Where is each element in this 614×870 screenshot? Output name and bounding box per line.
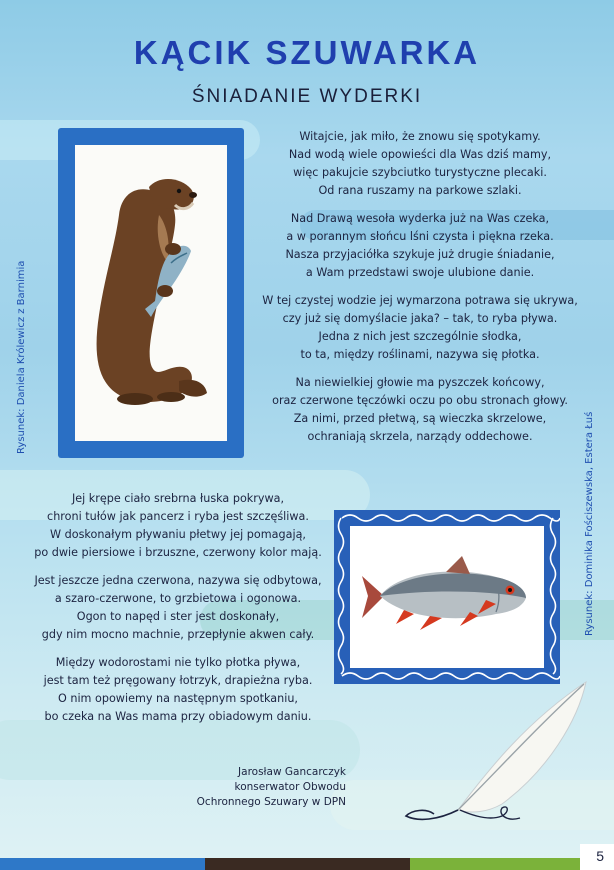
otter-illustration [75,145,225,441]
poem-line: Jedna z nich jest szczególnie słodka, [318,330,522,343]
poem-line: W doskonałym pływaniu płetwy jej pomagają, [50,528,306,541]
fish-picture [350,526,544,668]
page-number: 5 [596,848,604,864]
poem-line: ochraniają skrzela, narządy oddechowe. [307,430,533,443]
otter-illustration-credit: Rysunek: Daniela Królewicz z Barnimia [16,260,27,454]
poem-line: Za nimi, przed płetwą, są wieczka skrzelowe, [293,412,547,425]
roach-fish-illustration [350,526,544,668]
stanza [28,490,328,562]
bar-segment-dark [205,858,410,870]
bottom-color-bar [0,858,614,870]
page-title: KĄCIK SZUWARKA [133,34,481,71]
poem-line: W tej czystej wodzie jej wymarzona potrawa się ukrywa, [262,294,578,307]
stanza [252,374,588,446]
stanza [252,210,588,282]
poem-line: a w porannym słońcu lśni czysta i piękna rzeka. [286,230,554,243]
poem-line: Na niewielkiej głowie ma pyszczek końcowy, [295,376,545,389]
stanza [28,572,328,644]
poem-line: więc pakujcie szybciutko turystyczne plecaki. [293,166,547,179]
poem-top [252,128,588,456]
poem-bottom [28,490,328,736]
bar-segment-blue [0,858,205,870]
author-block [197,765,346,810]
stanza [252,128,588,200]
poem-line: jest tam też pręgowany łotrzyk, drapieżna ryba. [43,674,313,687]
stanza [252,292,588,364]
feather-decoration [398,670,598,840]
poem-line: Od rana ruszamy na parkowe szlaki. [318,184,522,197]
poem-line: O nim opowiemy na następnym spotkaniu, [58,692,298,705]
poem-line: a szaro-czerwone, to grzbietowa i ogonowa. [54,592,302,605]
poem-line: Witajcie, jak miło, że znowu się spotykamy. [299,130,541,143]
poem-line: Między wodorostami nie tylko płotka pływa, [55,656,301,669]
poem-line: Jest jeszcze jedna czerwona, nazywa się odbytowa, [34,574,322,587]
poem-line: bo czeka na Was mama przy obiadowym daniu. [44,710,312,723]
stanza [28,654,328,726]
otter-frame [58,128,244,458]
author-role: konserwator Obwodu [234,781,346,793]
poem-line: Nad Drawą wesoła wyderka już na Was czeka, [290,212,550,225]
poem-line: a Wam przedstawi swoje ulubione danie. [305,266,535,279]
poem-line: po dwie piersiowe i brzuszne, czerwony kolor mają. [34,546,322,559]
poem-line: gdy nim mocno machnie, przepłynie akwen cały. [41,628,315,641]
fish-frame [334,510,560,684]
poem-line: Nad wodą wiele opowieści dla Was dziś mamy, [288,148,552,161]
fish-illustration-credit: Rysunek: Dominika Fościszewska, Estera Łuś [584,411,595,636]
poem-line: oraz czerwone tęczówki oczu po obu stronach głowy. [272,394,568,407]
poem-line: Ogon to napęd i ster jest doskonały, [76,610,280,623]
author-name: Jarosław Gancarczyk [238,766,346,778]
poem-line: to ta, między roślinami, nazywa się płotka. [300,348,540,361]
otter-picture [72,142,230,444]
poem-line: czy już się domyślacie jaka? – tak, to ryba pływa. [282,312,558,325]
page-subtitle: ŚNIADANIE WYDERKI [191,86,423,107]
author-role: Ochronnego Szuwary w DPN [196,796,346,808]
poem-line: Nasza przyjaciółka szykuje już drugie śniadanie, [285,248,555,261]
poem-line: chroni tułów jak pancerz i ryba jest szczęśliwa. [47,510,309,523]
poem-line: Jej krępe ciało srebrna łuska pokrywa, [71,492,285,505]
